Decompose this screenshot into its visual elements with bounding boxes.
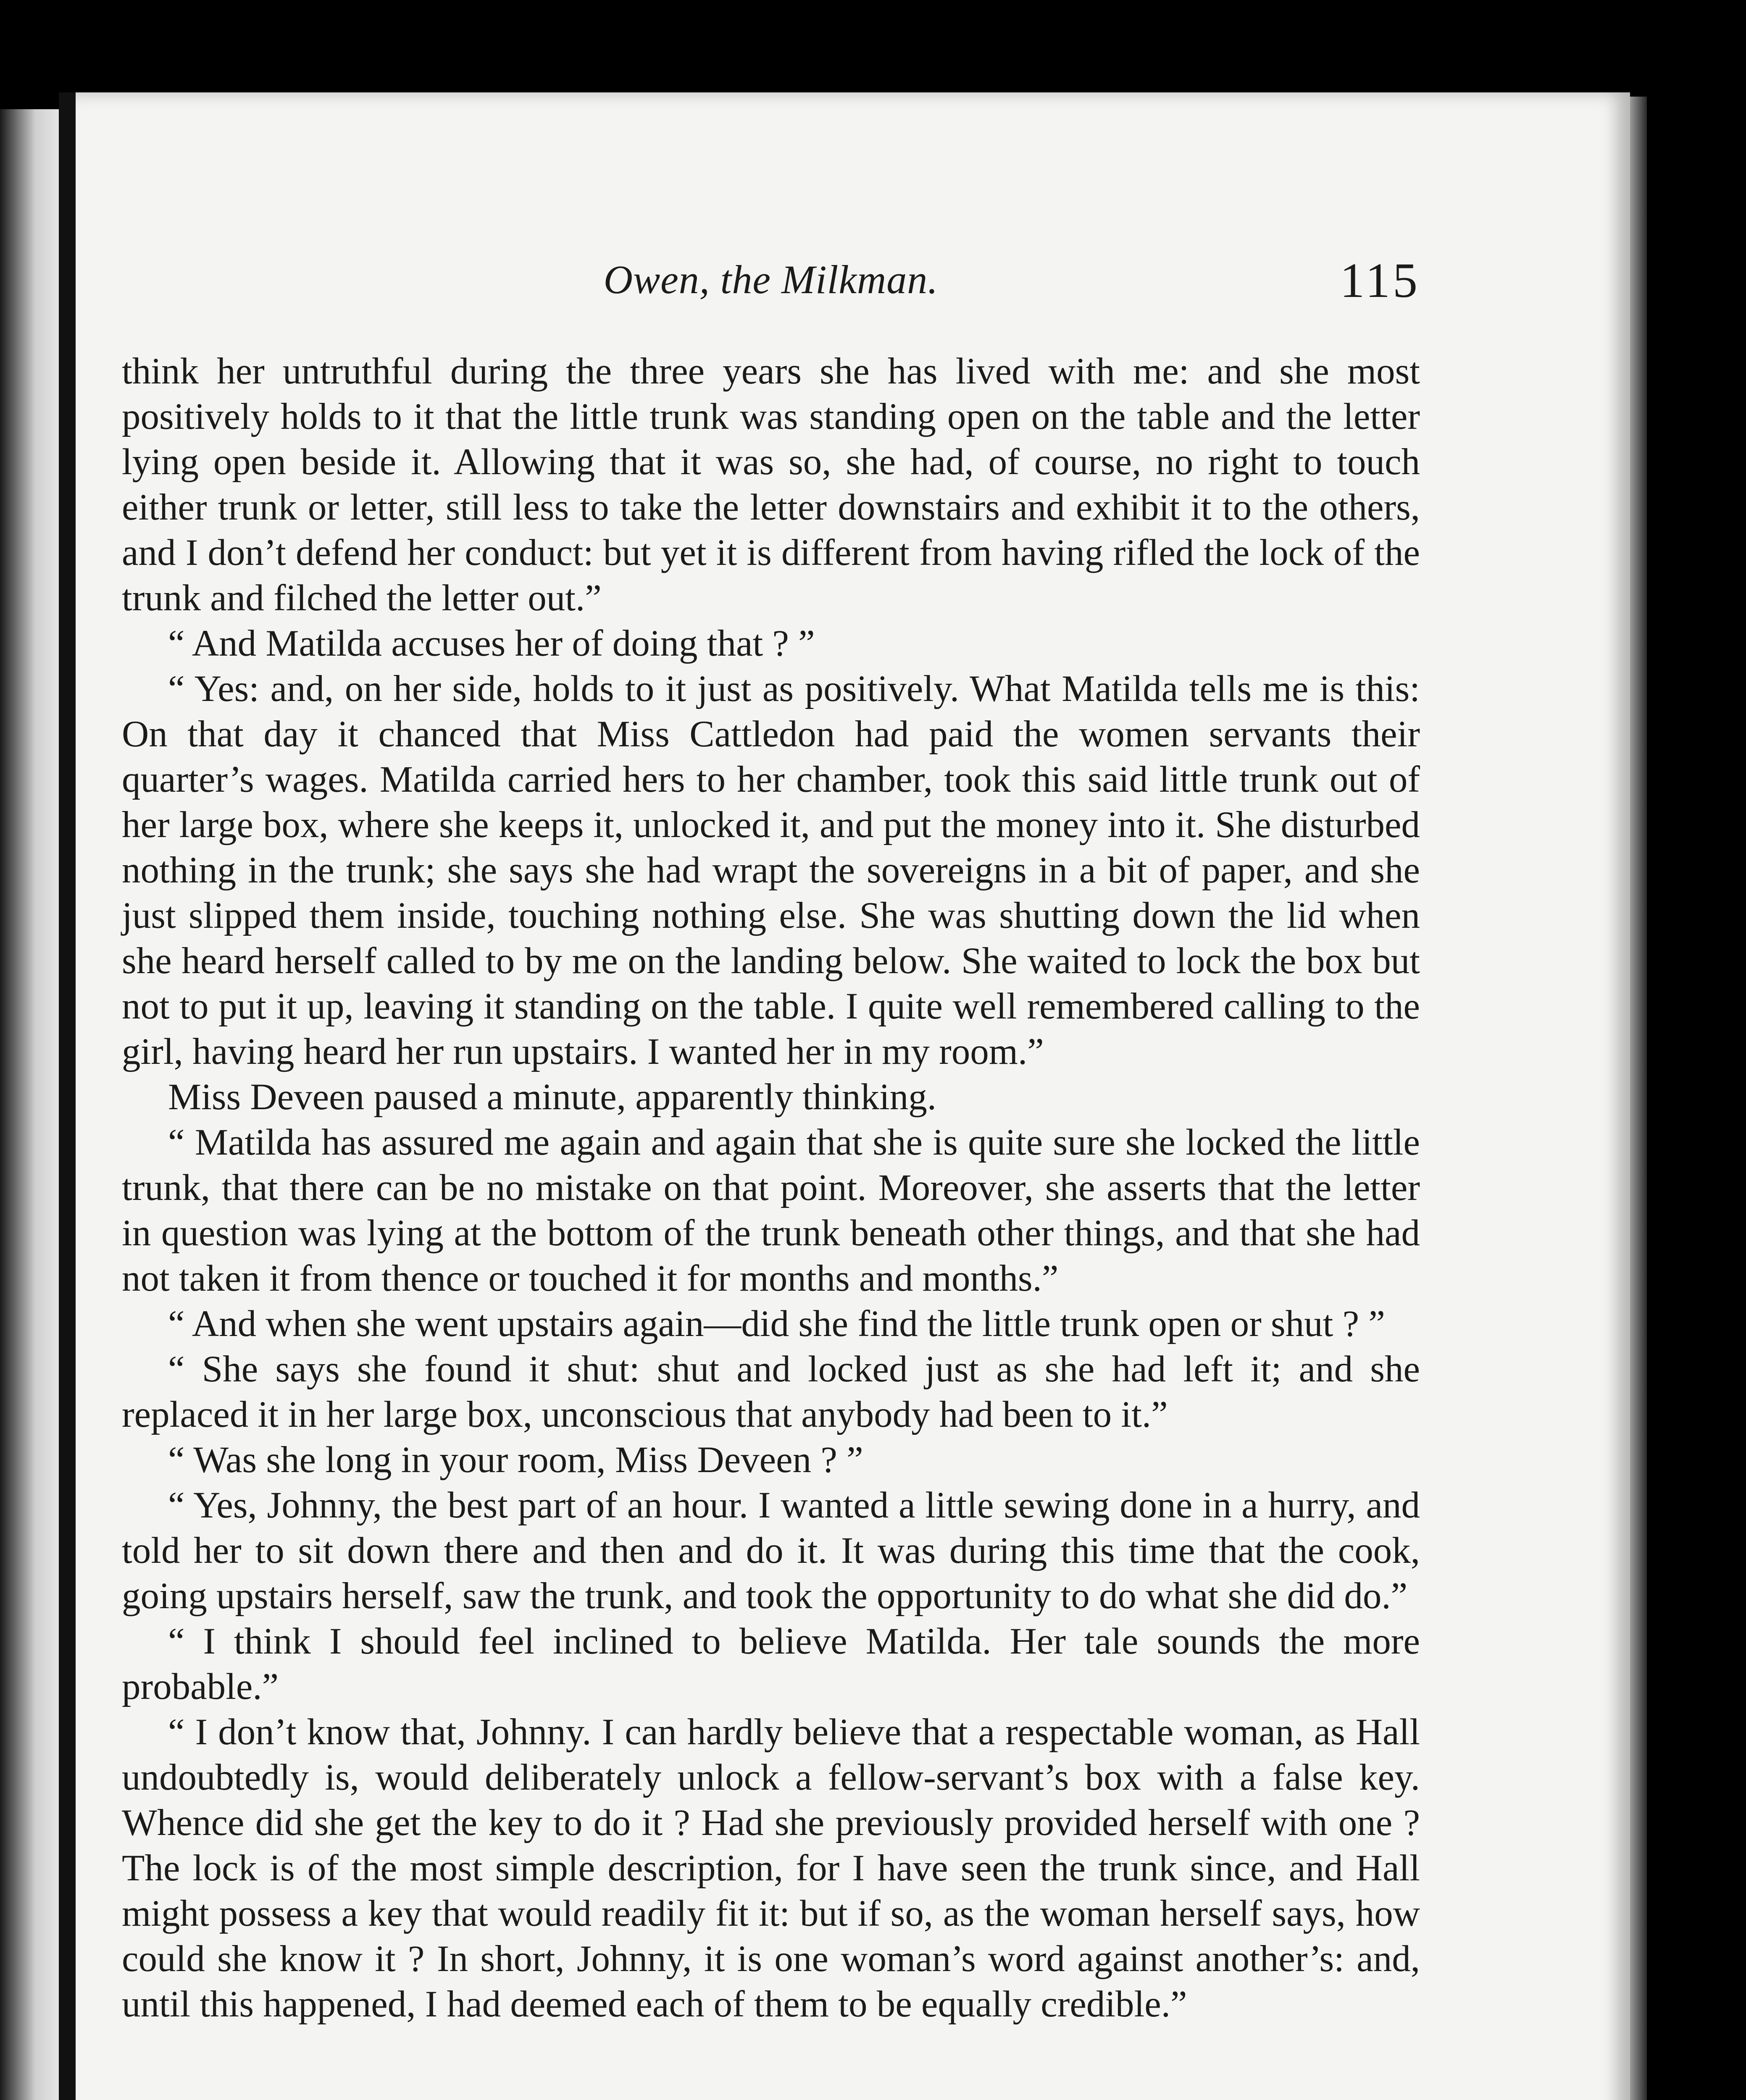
facing-page-edge <box>0 109 59 2100</box>
paragraph: “ And when she went upstairs again—did she find the little trunk open or shut ? ” <box>168 1303 1385 1344</box>
paragraph-continuation: think her untruthful during the three years she has lived with me: and she most positively holds to it that the little trunk was standing open on the table and the letter lying open beside it. Allowing that it was so, she had, of course, no right to touch either trunk or letter, still less to take the letter downstairs and exhibit it to the others, and I don’t defend her conduct: but yet it is different from having rifled the lock of the trunk and filched the letter out.” <box>122 351 1420 619</box>
paragraph: “ I don’t know that, Johnny. I can hardly believe that a respectable woman, as Hall undoubtedly is, would deliberately unlock a fellow-servant’s box with a false key. Whence did she get the key to do it ? Had she previously provided herself with one ? The lock is of the most simple description, for I have seen the trunk since, and Hall might possess a key that would readily fit it: but if so, as the woman herself says, how could she know it ? In short, Johnny, it is one woman’s word against another’s: and, until this happened, I had deemed each of them to be equally credible.” <box>122 1712 1420 2025</box>
running-head <box>122 252 1420 315</box>
page-right-edge <box>1630 97 1647 2100</box>
paragraph: “ Matilda has assured me again and again that she is quite sure she locked the little trunk, that there can be no mistake on that point. Moreover, she asserts that the letter in question was lying at the bottom of the trunk beneath other things, and that she had not taken it from thence or touched it for months and months.” <box>122 1122 1420 1299</box>
paragraph: “ I think I should feel inclined to believe Matilda. Her tale sounds the more probable.” <box>122 1621 1420 1707</box>
paragraph: “ Was she long in your room, Miss Deveen ? ” <box>168 1439 863 1480</box>
paragraph: “ And Matilda accuses her of doing that ? ” <box>168 623 815 664</box>
paragraph: “ She says she found it shut: shut and locked just as she had left it; and she replaced it in her large box, unconscious that anybody had been to it.” <box>122 1349 1420 1435</box>
paragraph: Miss Deveen paused a minute, apparently thinking. <box>168 1076 937 1118</box>
body-text <box>122 349 1420 2027</box>
running-title: Owen, the Milkman. <box>603 257 939 302</box>
page-number: 115 <box>1340 253 1420 308</box>
paragraph: “ Yes: and, on her side, holds to it just as positively. What Matilda tells me is this: On that day it chanced that Miss Cattledon had paid the women servants their quarter’s wages. Matilda carried hers to her chamber, took this said little trunk out of her large box, where she keeps it, unlocked it, and put the money into it. She disturbed nothing in the trunk; she says she had wrapt the sovereigns in a bit of paper, and she just slipped them inside, touching nothing else. She was shutting down the lid when she heard herself called to by me on the landing below. She waited to lock the box but not to put it up, leaving it standing on the table. I quite well remembered calling to the girl, having heard her run upstairs. I wanted her in my room.” <box>122 668 1420 1072</box>
book-gutter <box>59 92 76 2100</box>
paragraph: “ Yes, Johnny, the best part of an hour. I wanted a little sewing done in a hurry, and told her to sit down there and then and do it. It was during this time that the cook, going upstairs herself, saw the trunk, and took the opportunity to do what she did do.” <box>122 1485 1420 1617</box>
